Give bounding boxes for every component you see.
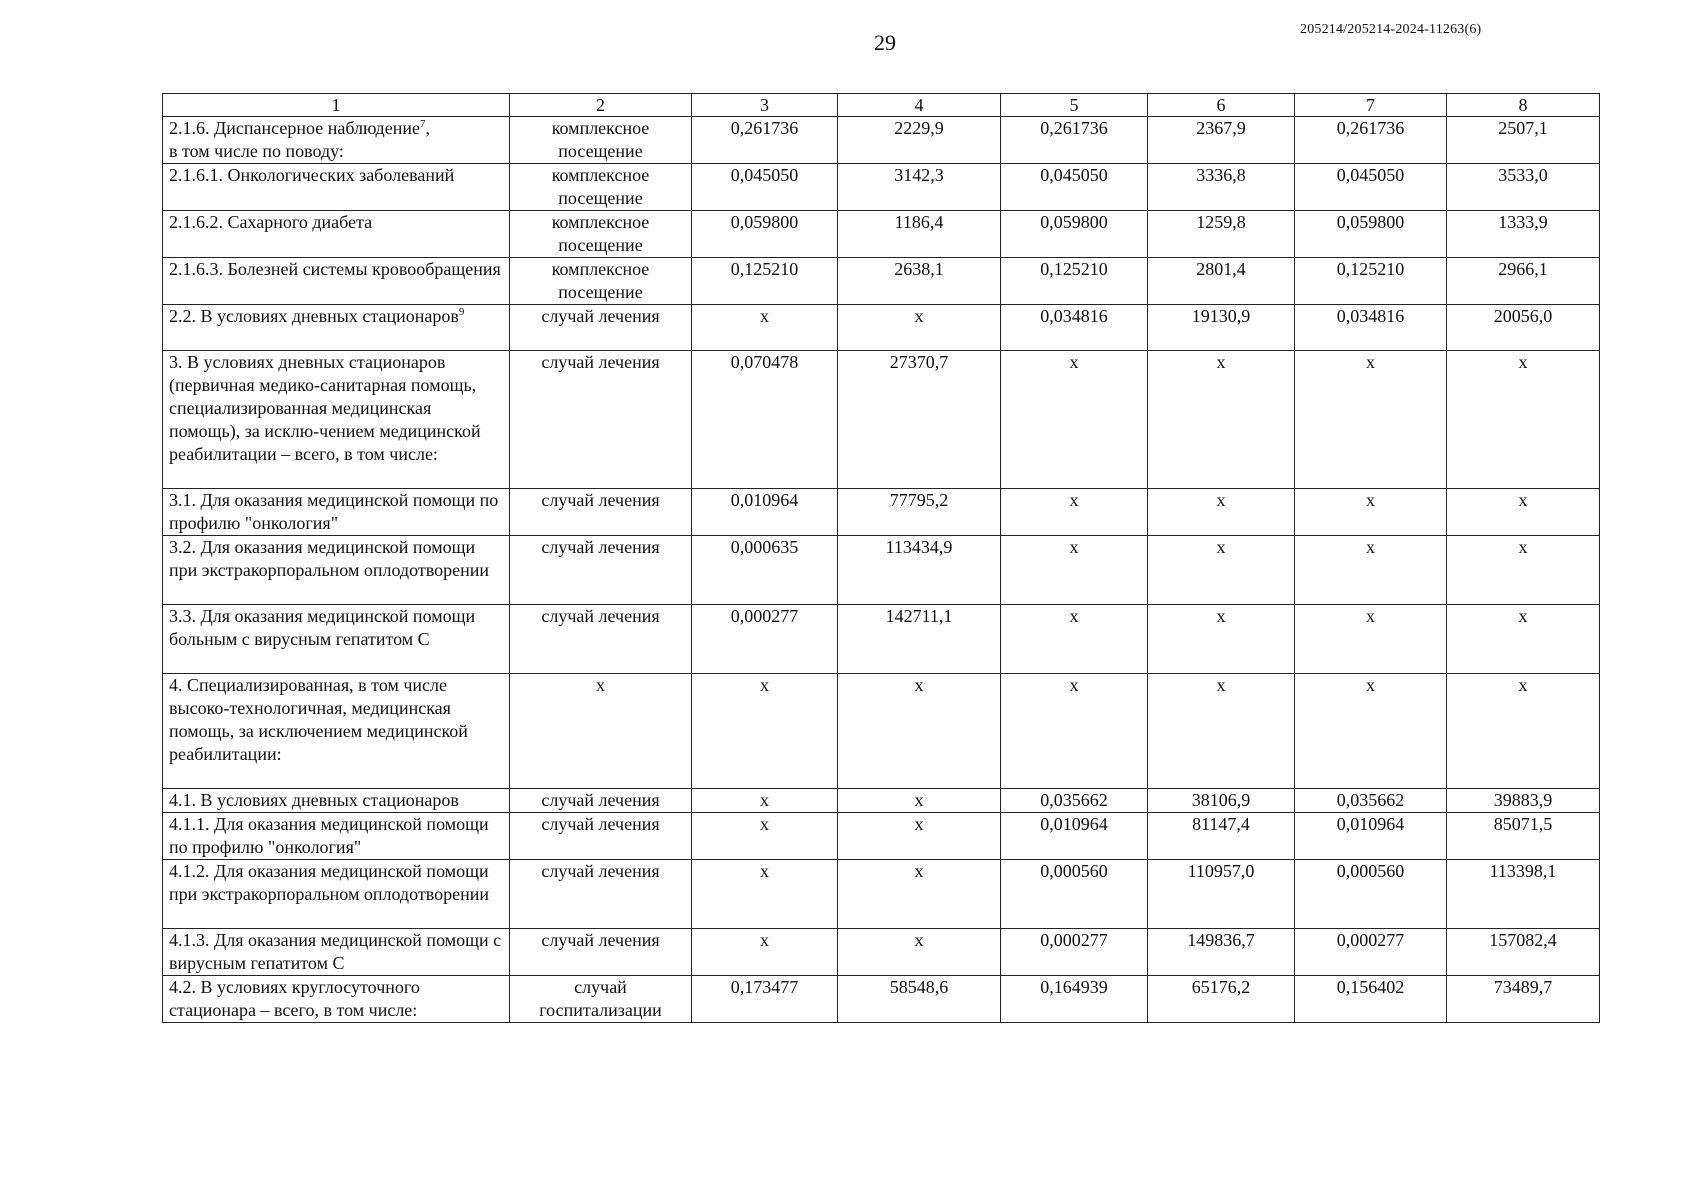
value-cell: 3336,8 (1148, 164, 1295, 211)
column-header: 4 (838, 94, 1001, 117)
footnote-mark: 7 (419, 118, 426, 130)
value-cell: 73489,7 (1447, 976, 1600, 1023)
value-cell: 39883,9 (1447, 789, 1600, 813)
value-cell: 2638,1 (838, 258, 1001, 305)
value-cell: х (838, 813, 1001, 860)
value-cell: 0,010964 (1001, 813, 1148, 860)
value-cell: х (838, 789, 1001, 813)
column-header: 2 (510, 94, 692, 117)
value-cell: 65176,2 (1148, 976, 1295, 1023)
value-cell: 0,035662 (1001, 789, 1148, 813)
column-header: 3 (692, 94, 838, 117)
data-table (162, 93, 1600, 1023)
unit-cell: случай лечения (510, 351, 692, 489)
value-cell: х (1148, 489, 1295, 536)
value-cell: 113434,9 (838, 536, 1001, 605)
row-name-cell: 4.2. В условиях круглосуточного стационара – всего, в том числе: (163, 976, 510, 1023)
value-cell: 149836,7 (1148, 929, 1295, 976)
value-cell: 77795,2 (838, 489, 1001, 536)
value-cell: 0,261736 (1295, 117, 1447, 164)
value-cell: 0,045050 (1001, 164, 1148, 211)
unit-cell: случай лечения (510, 929, 692, 976)
value-cell: 20056,0 (1447, 305, 1600, 351)
row-name-cell: 2.1.6.1. Онкологических заболеваний (163, 164, 510, 211)
table-row (163, 813, 1600, 860)
value-cell: 2507,1 (1447, 117, 1600, 164)
value-cell: 0,125210 (692, 258, 838, 305)
row-name-punct: , (425, 118, 430, 138)
value-cell: 27370,7 (838, 351, 1001, 489)
value-cell: 0,173477 (692, 976, 838, 1023)
value-cell: 0,010964 (692, 489, 838, 536)
value-cell: 58548,6 (838, 976, 1001, 1023)
unit-cell: случай лечения (510, 536, 692, 605)
row-name-cell: 2.1.6.3. Болезней системы кровообращения (163, 258, 510, 305)
value-cell: 113398,1 (1447, 860, 1600, 929)
value-cell: х (692, 789, 838, 813)
value-cell: х (1001, 674, 1148, 789)
value-cell: 2229,9 (838, 117, 1001, 164)
unit-cell: х (510, 674, 692, 789)
unit-cell: случай госпитализации (510, 976, 692, 1023)
value-cell: 0,000560 (1001, 860, 1148, 929)
unit-cell: случай лечения (510, 789, 692, 813)
column-header: 8 (1447, 94, 1600, 117)
row-name-cell: 4.1.3. Для оказания медицинской помощи с вирусным гепатитом С (163, 929, 510, 976)
value-cell: 0,059800 (1295, 211, 1447, 258)
unit-cell: случай лечения (510, 489, 692, 536)
value-cell: 0,125210 (1295, 258, 1447, 305)
value-cell: х (692, 929, 838, 976)
value-cell: х (838, 929, 1001, 976)
table-row (163, 605, 1600, 674)
value-cell: х (1295, 489, 1447, 536)
row-name-cell: 3.3. Для оказания медицинской помощи больным с вирусным гепатитом С (163, 605, 510, 674)
table-row (163, 164, 1600, 211)
table-row (163, 536, 1600, 605)
value-cell: 0,035662 (1295, 789, 1447, 813)
value-cell: 0,000277 (692, 605, 838, 674)
column-header-row (163, 94, 1600, 117)
table-row (163, 789, 1600, 813)
value-cell: х (692, 860, 838, 929)
value-cell: 19130,9 (1148, 305, 1295, 351)
row-name-cell: 4.1. В условиях дневных стационаров (163, 789, 510, 813)
value-cell: х (692, 305, 838, 351)
value-cell: 0,045050 (1295, 164, 1447, 211)
value-cell: 1186,4 (838, 211, 1001, 258)
column-header: 5 (1001, 94, 1148, 117)
value-cell: х (1001, 489, 1148, 536)
value-cell: х (1148, 536, 1295, 605)
value-cell: х (1447, 536, 1600, 605)
value-cell: 0,000635 (692, 536, 838, 605)
table-row (163, 258, 1600, 305)
document-code: 205214/205214-2024-11263(6) (1300, 22, 1482, 37)
value-cell: х (692, 813, 838, 860)
value-cell: 0,261736 (1001, 117, 1148, 164)
unit-cell: случай лечения (510, 305, 692, 351)
value-cell: х (692, 674, 838, 789)
value-cell: 2801,4 (1148, 258, 1295, 305)
unit-cell: комплексное посещение (510, 211, 692, 258)
value-cell: х (1001, 605, 1148, 674)
row-name-cell: 4.1.1. Для оказания медицинской помощи по профилю "онкология" (163, 813, 510, 860)
value-cell: 157082,4 (1447, 929, 1600, 976)
value-cell: 0,261736 (692, 117, 838, 164)
table-row (163, 929, 1600, 976)
value-cell: 142711,1 (838, 605, 1001, 674)
value-cell: 110957,0 (1148, 860, 1295, 929)
value-cell: 1333,9 (1447, 211, 1600, 258)
footnote-mark: 9 (458, 306, 465, 318)
value-cell: х (1295, 351, 1447, 489)
value-cell: 0,034816 (1295, 305, 1447, 351)
table-row (163, 489, 1600, 536)
row-name-cell: 3.2. Для оказания медицинской помощи при экстракорпоральном оплодотворении (163, 536, 510, 605)
value-cell: 0,059800 (1001, 211, 1148, 258)
unit-cell: комплексное посещение (510, 258, 692, 305)
table-row (163, 117, 1600, 164)
unit-cell: комплексное посещение (510, 164, 692, 211)
row-name: 2.1.6. Диспансерное наблюдение (169, 118, 420, 138)
value-cell: 0,070478 (692, 351, 838, 489)
row-name-cell (163, 117, 510, 164)
table-row (163, 674, 1600, 789)
table-row (163, 305, 1600, 351)
table-row (163, 211, 1600, 258)
table-row (163, 351, 1600, 489)
value-cell: 0,000277 (1295, 929, 1447, 976)
page-number: 29 (874, 30, 896, 55)
unit-cell: случай лечения (510, 813, 692, 860)
table-row (163, 860, 1600, 929)
row-name-cell (163, 305, 510, 351)
value-cell: х (838, 860, 1001, 929)
value-cell: 1259,8 (1148, 211, 1295, 258)
column-header: 1 (163, 94, 510, 117)
column-header: 6 (1148, 94, 1295, 117)
value-cell: х (1295, 674, 1447, 789)
value-cell: 0,010964 (1295, 813, 1447, 860)
value-cell: х (1447, 351, 1600, 489)
value-cell: 2966,1 (1447, 258, 1600, 305)
row-name-cell: 2.1.6.2. Сахарного диабета (163, 211, 510, 258)
value-cell: 0,034816 (1001, 305, 1148, 351)
row-name-line2: в том числе по поводу: (169, 141, 344, 161)
value-cell: 0,059800 (692, 211, 838, 258)
unit-cell: случай лечения (510, 860, 692, 929)
row-name-cell: 3. В условиях дневных стационаров (первичная медико-санитарная помощь, специализированная медицинская помощь), за исклю-чением медицинской реабилитации – всего, в том числе: (163, 351, 510, 489)
value-cell: 0,164939 (1001, 976, 1148, 1023)
value-cell: 0,000560 (1295, 860, 1447, 929)
value-cell: х (1447, 605, 1600, 674)
value-cell: 3142,3 (838, 164, 1001, 211)
value-cell: х (1001, 351, 1148, 489)
row-name-cell: 4. Специализированная, в том числе высоко-технологичная, медицинская помощь, за исключением медицинской реабилитации: (163, 674, 510, 789)
value-cell: 85071,5 (1447, 813, 1600, 860)
value-cell: 0,156402 (1295, 976, 1447, 1023)
unit-cell: комплексное посещение (510, 117, 692, 164)
row-name-cell: 3.1. Для оказания медицинской помощи по профилю "онкология" (163, 489, 510, 536)
value-cell: х (1295, 605, 1447, 674)
value-cell: х (1295, 536, 1447, 605)
row-name: 2.2. В условиях дневных стационаров (169, 306, 459, 326)
value-cell: х (1001, 536, 1148, 605)
column-header: 7 (1295, 94, 1447, 117)
unit-cell: случай лечения (510, 605, 692, 674)
value-cell: х (1148, 674, 1295, 789)
table-row (163, 976, 1600, 1023)
value-cell: х (1447, 674, 1600, 789)
value-cell: х (1148, 605, 1295, 674)
value-cell: 0,000277 (1001, 929, 1148, 976)
row-name-cell: 4.1.2. Для оказания медицинской помощи при экстракорпоральном оплодотворении (163, 860, 510, 929)
value-cell: 2367,9 (1148, 117, 1295, 164)
value-cell: 0,125210 (1001, 258, 1148, 305)
value-cell: х (838, 305, 1001, 351)
value-cell: х (1148, 351, 1295, 489)
value-cell: 3533,0 (1447, 164, 1600, 211)
value-cell: 81147,4 (1148, 813, 1295, 860)
value-cell: х (838, 674, 1001, 789)
value-cell: 38106,9 (1148, 789, 1295, 813)
value-cell: 0,045050 (692, 164, 838, 211)
value-cell: х (1447, 489, 1600, 536)
